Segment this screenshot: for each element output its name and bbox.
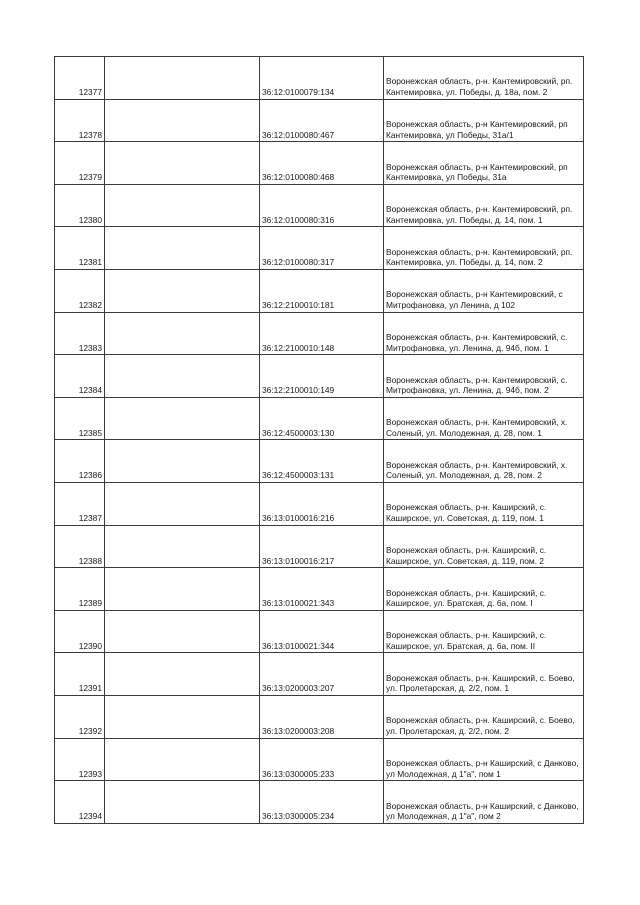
- empty-cell: [105, 610, 260, 653]
- registry-body: [55, 57, 584, 824]
- cadastral-number-cell: 36:12:4500003:131: [260, 440, 384, 483]
- address-cell: Воронежская область, р-н. Кантемировский, рп. Кантемировка, ул. Победы, д. 14, пом. 1: [384, 184, 584, 227]
- row-number-cell: 12380: [55, 184, 105, 227]
- cadastral-number-cell: 36:12:2100010:149: [260, 355, 384, 398]
- empty-cell: [105, 695, 260, 738]
- address-cell: Воронежская область, р-н. Каширский, с. Каширское, ул. Братская, д. 6а, пом. I: [384, 568, 584, 611]
- cadastral-number-cell: 36:12:2100010:181: [260, 269, 384, 312]
- address-cell: Воронежская область, р-н. Каширский, с. Боево, ул. Пролетарская, д. 2/2, пом. 2: [384, 695, 584, 738]
- property-registry-table: [54, 56, 584, 824]
- cadastral-number-cell: 36:12:0100080:317: [260, 227, 384, 270]
- table-row: [55, 312, 584, 355]
- table-row: [55, 142, 584, 185]
- row-number-cell: 12387: [55, 482, 105, 525]
- table-row: [55, 695, 584, 738]
- address-cell: Воронежская область, р-н. Каширский, с. Каширское, ул. Советская, д. 119, пом. 1: [384, 482, 584, 525]
- cadastral-number-cell: 36:12:0100080:316: [260, 184, 384, 227]
- cadastral-number-cell: 36:12:0100080:467: [260, 99, 384, 142]
- empty-cell: [105, 312, 260, 355]
- row-number-cell: 12378: [55, 99, 105, 142]
- address-cell: Воронежская область, р-н Каширский, с Данково, ул Молодежная, д 1"а", пом 2: [384, 781, 584, 824]
- address-cell: Воронежская область, р-н Кантемировский, рп Кантемировка, ул Победы, 31а: [384, 142, 584, 185]
- address-cell: Воронежская область, р-н Каширский, с Данково, ул Молодежная, д 1"а", пом 1: [384, 738, 584, 781]
- address-cell: Воронежская область, р-н Кантемировский, с Митрофановка, ул Ленина, д 102: [384, 269, 584, 312]
- address-cell: Воронежская область, р-н. Кантемировский, рп. Кантемировка, ул. Победы, д. 18а, пом. 2: [384, 57, 584, 100]
- row-number-cell: 12384: [55, 355, 105, 398]
- cadastral-number-cell: 36:13:0200003:207: [260, 653, 384, 696]
- row-number-cell: 12389: [55, 568, 105, 611]
- address-cell: Воронежская область, р-н. Кантемировский, с. Митрофановка, ул. Ленина, д. 94б, пом. 1: [384, 312, 584, 355]
- empty-cell: [105, 525, 260, 568]
- row-number-cell: 12383: [55, 312, 105, 355]
- row-number-cell: 12394: [55, 781, 105, 824]
- row-number-cell: 12382: [55, 269, 105, 312]
- cadastral-number-cell: 36:12:0100079:134: [260, 57, 384, 100]
- empty-cell: [105, 142, 260, 185]
- row-number-cell: 12377: [55, 57, 105, 100]
- cadastral-number-cell: 36:13:0300005:234: [260, 781, 384, 824]
- table-row: [55, 99, 584, 142]
- address-cell: Воронежская область, р-н Кантемировский, рп Кантемировка, ул Победы, 31а/1: [384, 99, 584, 142]
- address-cell: Воронежская область, р-н. Каширский, с. Каширское, ул. Советская, д. 119, пом. 2: [384, 525, 584, 568]
- row-number-cell: 12385: [55, 397, 105, 440]
- empty-cell: [105, 184, 260, 227]
- row-number-cell: 12393: [55, 738, 105, 781]
- address-cell: Воронежская область, р-н. Каширский, с. Каширское, ул. Братская, д. 6а, пом. II: [384, 610, 584, 653]
- empty-cell: [105, 269, 260, 312]
- cadastral-number-cell: 36:13:0300005:233: [260, 738, 384, 781]
- table-row: [55, 227, 584, 270]
- address-cell: Воронежская область, р-н. Кантемировский, х. Соленый, ул. Молодежная, д. 28, пом. 2: [384, 440, 584, 483]
- table-row: [55, 653, 584, 696]
- table-row: [55, 738, 584, 781]
- cadastral-number-cell: 36:13:0200003:208: [260, 695, 384, 738]
- empty-cell: [105, 653, 260, 696]
- cadastral-number-cell: 36:12:2100010:148: [260, 312, 384, 355]
- address-cell: Воронежская область, р-н. Кантемировский, с. Митрофановка, ул. Ленина, д. 94б, пом. 2: [384, 355, 584, 398]
- empty-cell: [105, 99, 260, 142]
- table-row: [55, 525, 584, 568]
- table-row: [55, 269, 584, 312]
- table-row: [55, 568, 584, 611]
- empty-cell: [105, 440, 260, 483]
- table-row: [55, 355, 584, 398]
- row-number-cell: 12379: [55, 142, 105, 185]
- table-row: [55, 397, 584, 440]
- empty-cell: [105, 738, 260, 781]
- table-row: [55, 440, 584, 483]
- row-number-cell: 12381: [55, 227, 105, 270]
- empty-cell: [105, 781, 260, 824]
- table-row: [55, 57, 584, 100]
- empty-cell: [105, 57, 260, 100]
- row-number-cell: 12388: [55, 525, 105, 568]
- cadastral-number-cell: 36:13:0100016:217: [260, 525, 384, 568]
- table-row: [55, 610, 584, 653]
- empty-cell: [105, 397, 260, 440]
- cadastral-number-cell: 36:13:0100021:344: [260, 610, 384, 653]
- address-cell: Воронежская область, р-н. Кантемировский, рп. Кантемировка, ул. Победы, д. 14, пом. 2: [384, 227, 584, 270]
- table-row: [55, 482, 584, 525]
- table-row: [55, 781, 584, 824]
- row-number-cell: 12391: [55, 653, 105, 696]
- row-number-cell: 12390: [55, 610, 105, 653]
- cadastral-number-cell: 36:13:0100021:343: [260, 568, 384, 611]
- address-cell: Воронежская область, р-н. Кантемировский, х. Соленый, ул. Молодежная, д. 28, пом. 1: [384, 397, 584, 440]
- empty-cell: [105, 482, 260, 525]
- cadastral-number-cell: 36:12:0100080:468: [260, 142, 384, 185]
- empty-cell: [105, 227, 260, 270]
- table-row: [55, 184, 584, 227]
- address-cell: Воронежская область, р-н. Каширский, с. Боево, ул. Пролетарская, д. 2/2, пом. 1: [384, 653, 584, 696]
- empty-cell: [105, 355, 260, 398]
- row-number-cell: 12386: [55, 440, 105, 483]
- cadastral-number-cell: 36:13:0100016:216: [260, 482, 384, 525]
- empty-cell: [105, 568, 260, 611]
- row-number-cell: 12392: [55, 695, 105, 738]
- cadastral-number-cell: 36:12:4500003:130: [260, 397, 384, 440]
